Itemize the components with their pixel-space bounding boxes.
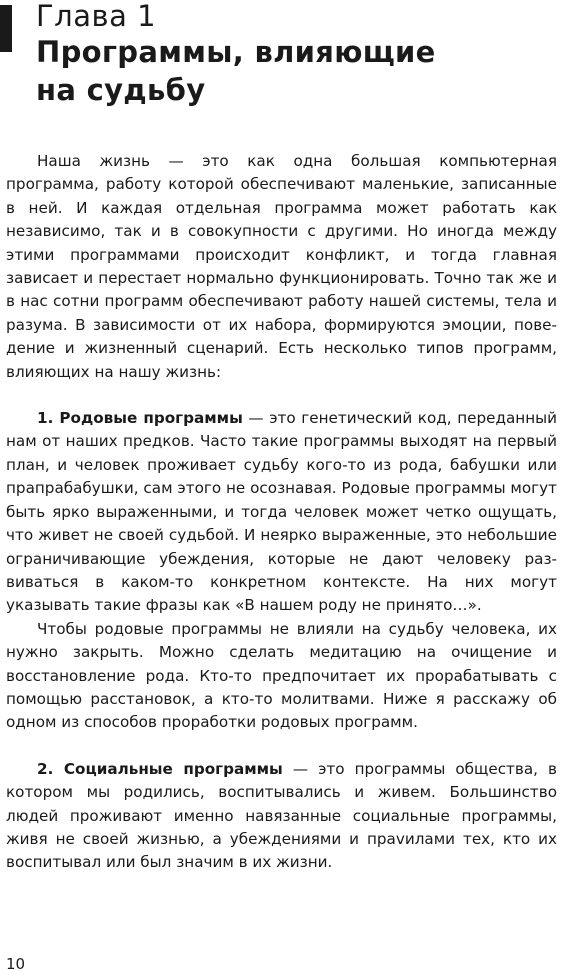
paragraph-ancestral-programs bbox=[6, 407, 557, 618]
paragraph-text: Чтобы родовые программы не влияли на судьбу человека, их нужно закрыть. Можно сделать медитацию на очищение и восстановление рода. Кто-то предпочитает их прорабатывать с помощью расстановок, а кто-то молитвами. Ниже я расскажу об одном из способов проработки родовых программ. bbox=[6, 619, 557, 732]
paragraph-closing-programs bbox=[6, 618, 557, 735]
body-text bbox=[6, 150, 557, 875]
paragraph-lead-bold: 2. Социальные программы bbox=[37, 759, 283, 778]
paragraph-text: — это программы общества, в котором мы родились, воспитывались и живем. Большинство людей проживают именно навязанные социальные программы, живя не своей жизнью, а убеждениями и праvилами тех, кто их воспитывал или был значим в их жизни. bbox=[6, 759, 557, 872]
chapter-label: Глава 1 bbox=[36, 0, 157, 33]
paragraph-lead-bold: 1. Родовые программы bbox=[37, 409, 243, 428]
paragraph-text: Наша жизнь — это как одна большая компьютерная программа, работу которой обеспечивают маленькие, записанные в ней. И каждая отдельная программа может работать как независимо, так и в совокупности с другими. Но иногда между этими программами происходит конфликт, и тогда главная зависает и перестает нормально функционировать. Точно так же и в нас сотни программ обеспечивают работу нашей системы, тела и разума. В зависимости от их набора, формируются эмоции, поведение и жизненный сценарий. Есть несколько типов программ, влияющих на нашу жизнь: bbox=[6, 152, 557, 381]
paragraph-social-programs bbox=[6, 758, 557, 875]
chapter-title-line-2: на судьбу bbox=[36, 73, 206, 107]
chapter-marker-bar bbox=[0, 5, 12, 52]
chapter-title bbox=[36, 33, 556, 109]
page-number: 10 bbox=[6, 955, 26, 973]
paragraph-intro bbox=[6, 150, 557, 384]
paragraph-text: — это генетический код, переданный нам от наших предков. Часто такие программы выходят на первый план, и человек проживает судьбу кого-то из рода, бабушки или прапрабабушки, сам этого не осознавая. Родовые программы могут быть ярко выраженными, и тогда человек может четко ощущать, что живет не своей судьбой. И неярко выраженные, это небольшие ограничивающие убеждения, которые не дают человеку развиваться в каком-то конкретном контексте. На них могут указывать такие фразы как «В нашем роду не принято…». bbox=[6, 409, 557, 615]
chapter-title-line-1: Программы, влияющие bbox=[36, 35, 436, 69]
